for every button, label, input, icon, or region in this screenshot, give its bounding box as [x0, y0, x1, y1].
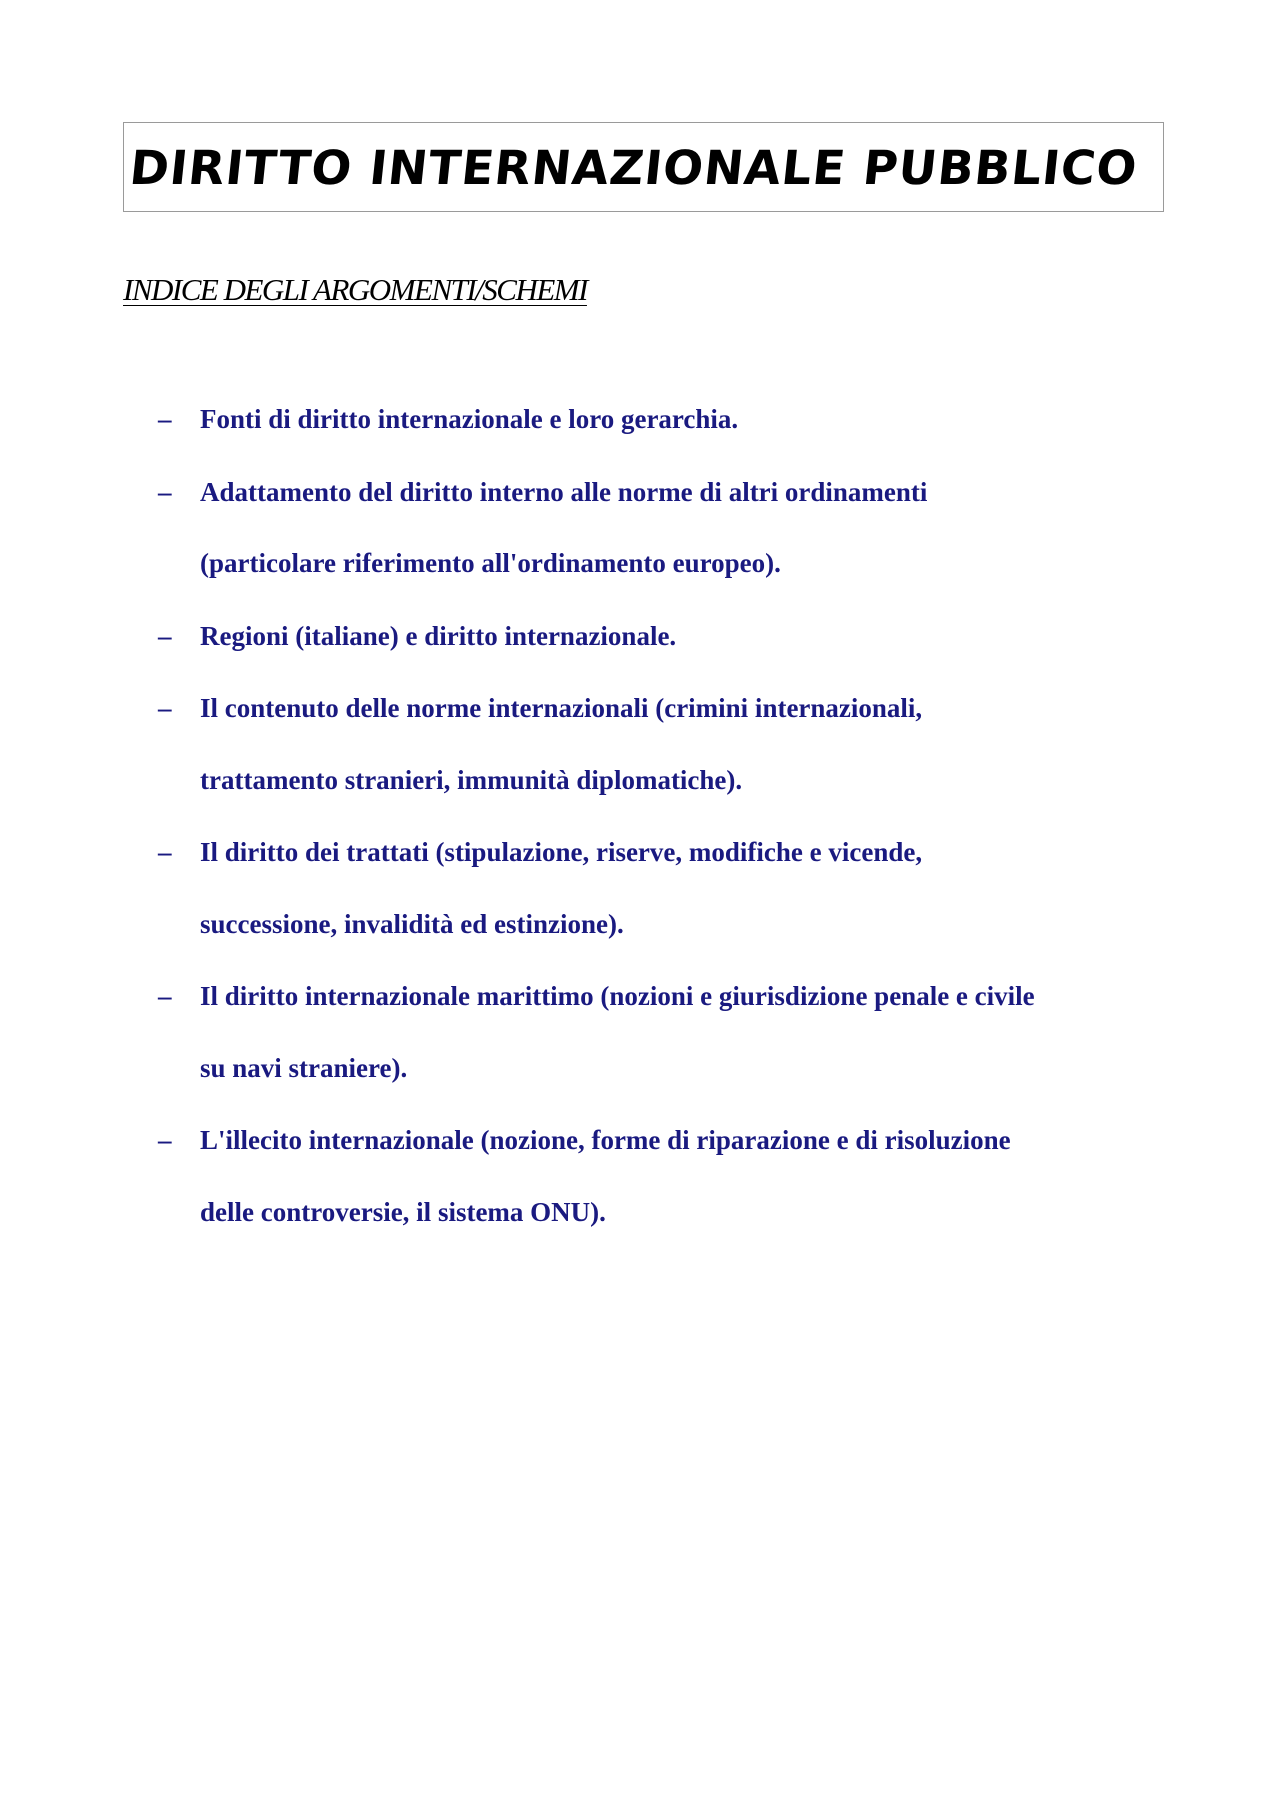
topic-text-line: Il contenuto delle norme internazionali (crimini internazionali,: [200, 693, 923, 723]
dash-bullet: –: [158, 1125, 172, 1155]
topic-item: [158, 961, 1158, 1104]
topic-text-line: Il diritto internazionale marittimo (nozioni e giurisdizione penale e civile: [200, 981, 1035, 1011]
topic-text-line: (particolare riferimento all'ordinamento europeo).: [200, 548, 781, 578]
topic-text-line: delle controversie, il sistema ONU).: [200, 1196, 606, 1227]
document-title: DIRITTO INTERNAZIONALE PUBBLICO: [127, 141, 1141, 196]
topic-text-line: Fonti di diritto internazionale e loro gerarchia.: [200, 404, 739, 434]
topic-item: [158, 817, 1158, 960]
dash-bullet: –: [158, 620, 172, 651]
topic-text-line: L'illecito internazionale (nozione, forme di riparazione e di risoluzione: [200, 1125, 1011, 1155]
title-box: [123, 122, 1164, 212]
topic-text-line: Regioni (italiane) e diritto internazionale.: [200, 620, 677, 651]
topic-item: [158, 457, 1158, 600]
topic-item: [158, 1105, 1158, 1248]
topic-item: [158, 384, 1158, 456]
topic-item: [158, 601, 1158, 673]
topic-text-line: successione, invalidità ed estinzione).: [200, 908, 624, 939]
dash-bullet: –: [158, 837, 172, 867]
dash-bullet: –: [158, 404, 172, 434]
topic-list: [158, 384, 1158, 1249]
topic-text-line: Il diritto dei trattati (stipulazione, riserve, modifiche e vicende,: [200, 837, 923, 867]
dash-bullet: –: [158, 693, 172, 723]
dash-bullet: –: [158, 981, 172, 1011]
topic-text-line: Adattamento del diritto interno alle norme di altri ordinamenti: [200, 476, 928, 507]
topic-text-line: su navi straniere).: [200, 1052, 408, 1083]
index-subtitle: INDICE DEGLI ARGOMENTI/SCHEMI: [123, 272, 587, 307]
topic-item: [158, 673, 1158, 816]
dash-bullet: –: [158, 476, 172, 507]
topic-text-line: trattamento stranieri, immunità diplomatiche).: [200, 764, 743, 795]
